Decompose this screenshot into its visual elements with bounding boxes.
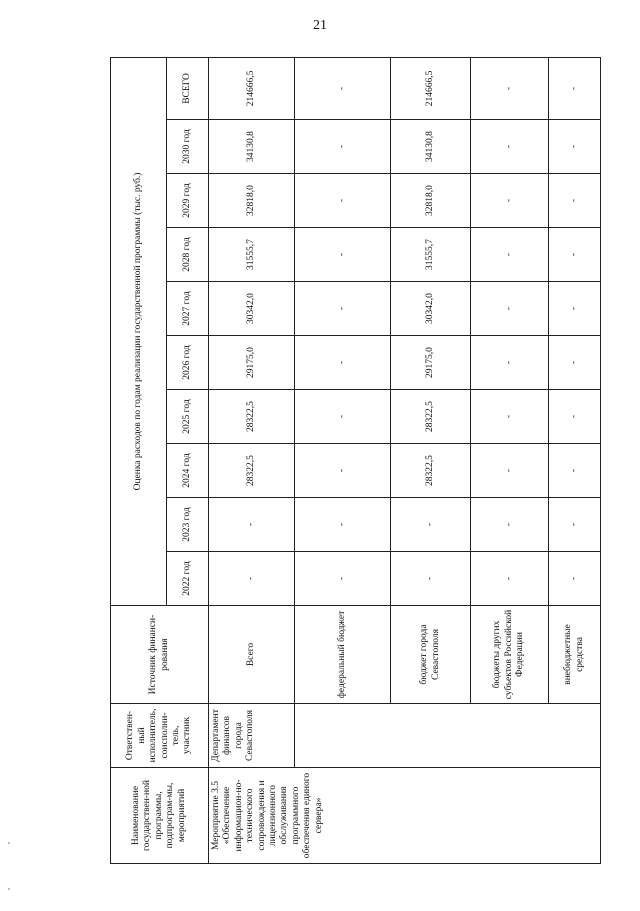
total-cell: 214666,5 (391, 57, 471, 119)
header-responsible: Ответствен-ный исполнитель, соисполни-тель, участник (111, 704, 209, 768)
table-row (209, 57, 295, 863)
value-cell: 34130,8 (209, 120, 295, 174)
header-year: 2023 год (167, 498, 209, 552)
value-cell: - (471, 390, 549, 444)
value-cell: 29175,0 (209, 336, 295, 390)
funding-source: бюджеты других субъектов Российской Федерации (471, 606, 549, 704)
value-cell: - (549, 120, 601, 174)
total-cell: - (295, 57, 391, 119)
value-cell: - (295, 552, 391, 606)
value-cell: - (295, 282, 391, 336)
value-cell: 29175,0 (391, 336, 471, 390)
value-cell: - (295, 228, 391, 282)
value-cell: - (549, 174, 601, 228)
measure-name: Мероприятие 3.5 «Обеспечение информацион-но-технического сопровождения и лицензионного обслуживания программного обеспечения единого сервера» (209, 768, 601, 864)
value-cell: 31555,7 (209, 228, 295, 282)
header-year: 2024 год (167, 444, 209, 498)
funding-source: федеральный бюджет (295, 606, 391, 704)
total-cell: 214666,5 (209, 57, 295, 119)
responsible-empty-cell (295, 704, 601, 768)
responsible-executor: Департамент финансов города Севастополя (209, 704, 295, 768)
value-cell: - (549, 498, 601, 552)
value-cell: - (549, 552, 601, 606)
value-cell: 28322,5 (391, 390, 471, 444)
value-cell: 32818,0 (209, 174, 295, 228)
value-cell: - (549, 390, 601, 444)
funding-source: бюджет города Севастополя (391, 606, 471, 704)
page-number: 21 (313, 18, 327, 33)
value-cell: - (295, 390, 391, 444)
value-cell: - (471, 282, 549, 336)
value-cell: - (471, 552, 549, 606)
value-cell: - (209, 552, 295, 606)
value-cell: - (295, 120, 391, 174)
value-cell: - (391, 498, 471, 552)
header-year: 2029 год (167, 174, 209, 228)
value-cell: - (209, 498, 295, 552)
header-total: ВСЕГО (167, 57, 209, 119)
value-cell: - (295, 498, 391, 552)
value-cell: - (391, 552, 471, 606)
value-cell: 32818,0 (391, 174, 471, 228)
scan-speck (8, 888, 10, 890)
value-cell: - (471, 120, 549, 174)
value-cell: 28322,5 (209, 444, 295, 498)
value-cell: 34130,8 (391, 120, 471, 174)
value-cell: - (549, 228, 601, 282)
header-program-name: Наименование государствен-ной программы, подпрограм-мы, мероприятий (111, 768, 209, 864)
value-cell: 31555,7 (391, 228, 471, 282)
value-cell: 28322,5 (391, 444, 471, 498)
total-cell: - (549, 57, 601, 119)
header-year: 2025 год (167, 390, 209, 444)
rotated-table-container (110, 58, 600, 864)
value-cell: - (295, 444, 391, 498)
value-cell: 28322,5 (209, 390, 295, 444)
value-cell: 30342,0 (391, 282, 471, 336)
value-cell: - (549, 282, 601, 336)
value-cell: - (549, 444, 601, 498)
value-cell: - (295, 336, 391, 390)
funding-source: Всего (209, 606, 295, 704)
funding-source: внебюджетные средства (549, 606, 601, 704)
value-cell: - (295, 174, 391, 228)
value-cell: - (471, 228, 549, 282)
total-cell: - (471, 57, 549, 119)
header-year: 2028 год (167, 228, 209, 282)
value-cell: - (471, 336, 549, 390)
header-year: 2027 год (167, 282, 209, 336)
value-cell: - (549, 336, 601, 390)
table-rotation-frame (110, 58, 600, 864)
header-expenditure-estimate: Оценка расходов по годам реализации государственной программы (тыс. руб.) (111, 57, 167, 605)
expenditure-table (110, 57, 601, 864)
scan-speck (8, 842, 10, 844)
value-cell: - (471, 498, 549, 552)
table-row (295, 57, 391, 863)
header-year: 2022 год (167, 552, 209, 606)
header-funding-source: Источник финанси-рования (111, 606, 209, 704)
value-cell: - (471, 174, 549, 228)
header-year: 2026 год (167, 336, 209, 390)
header-year: 2030 год (167, 120, 209, 174)
value-cell: 30342,0 (209, 282, 295, 336)
value-cell: - (471, 444, 549, 498)
